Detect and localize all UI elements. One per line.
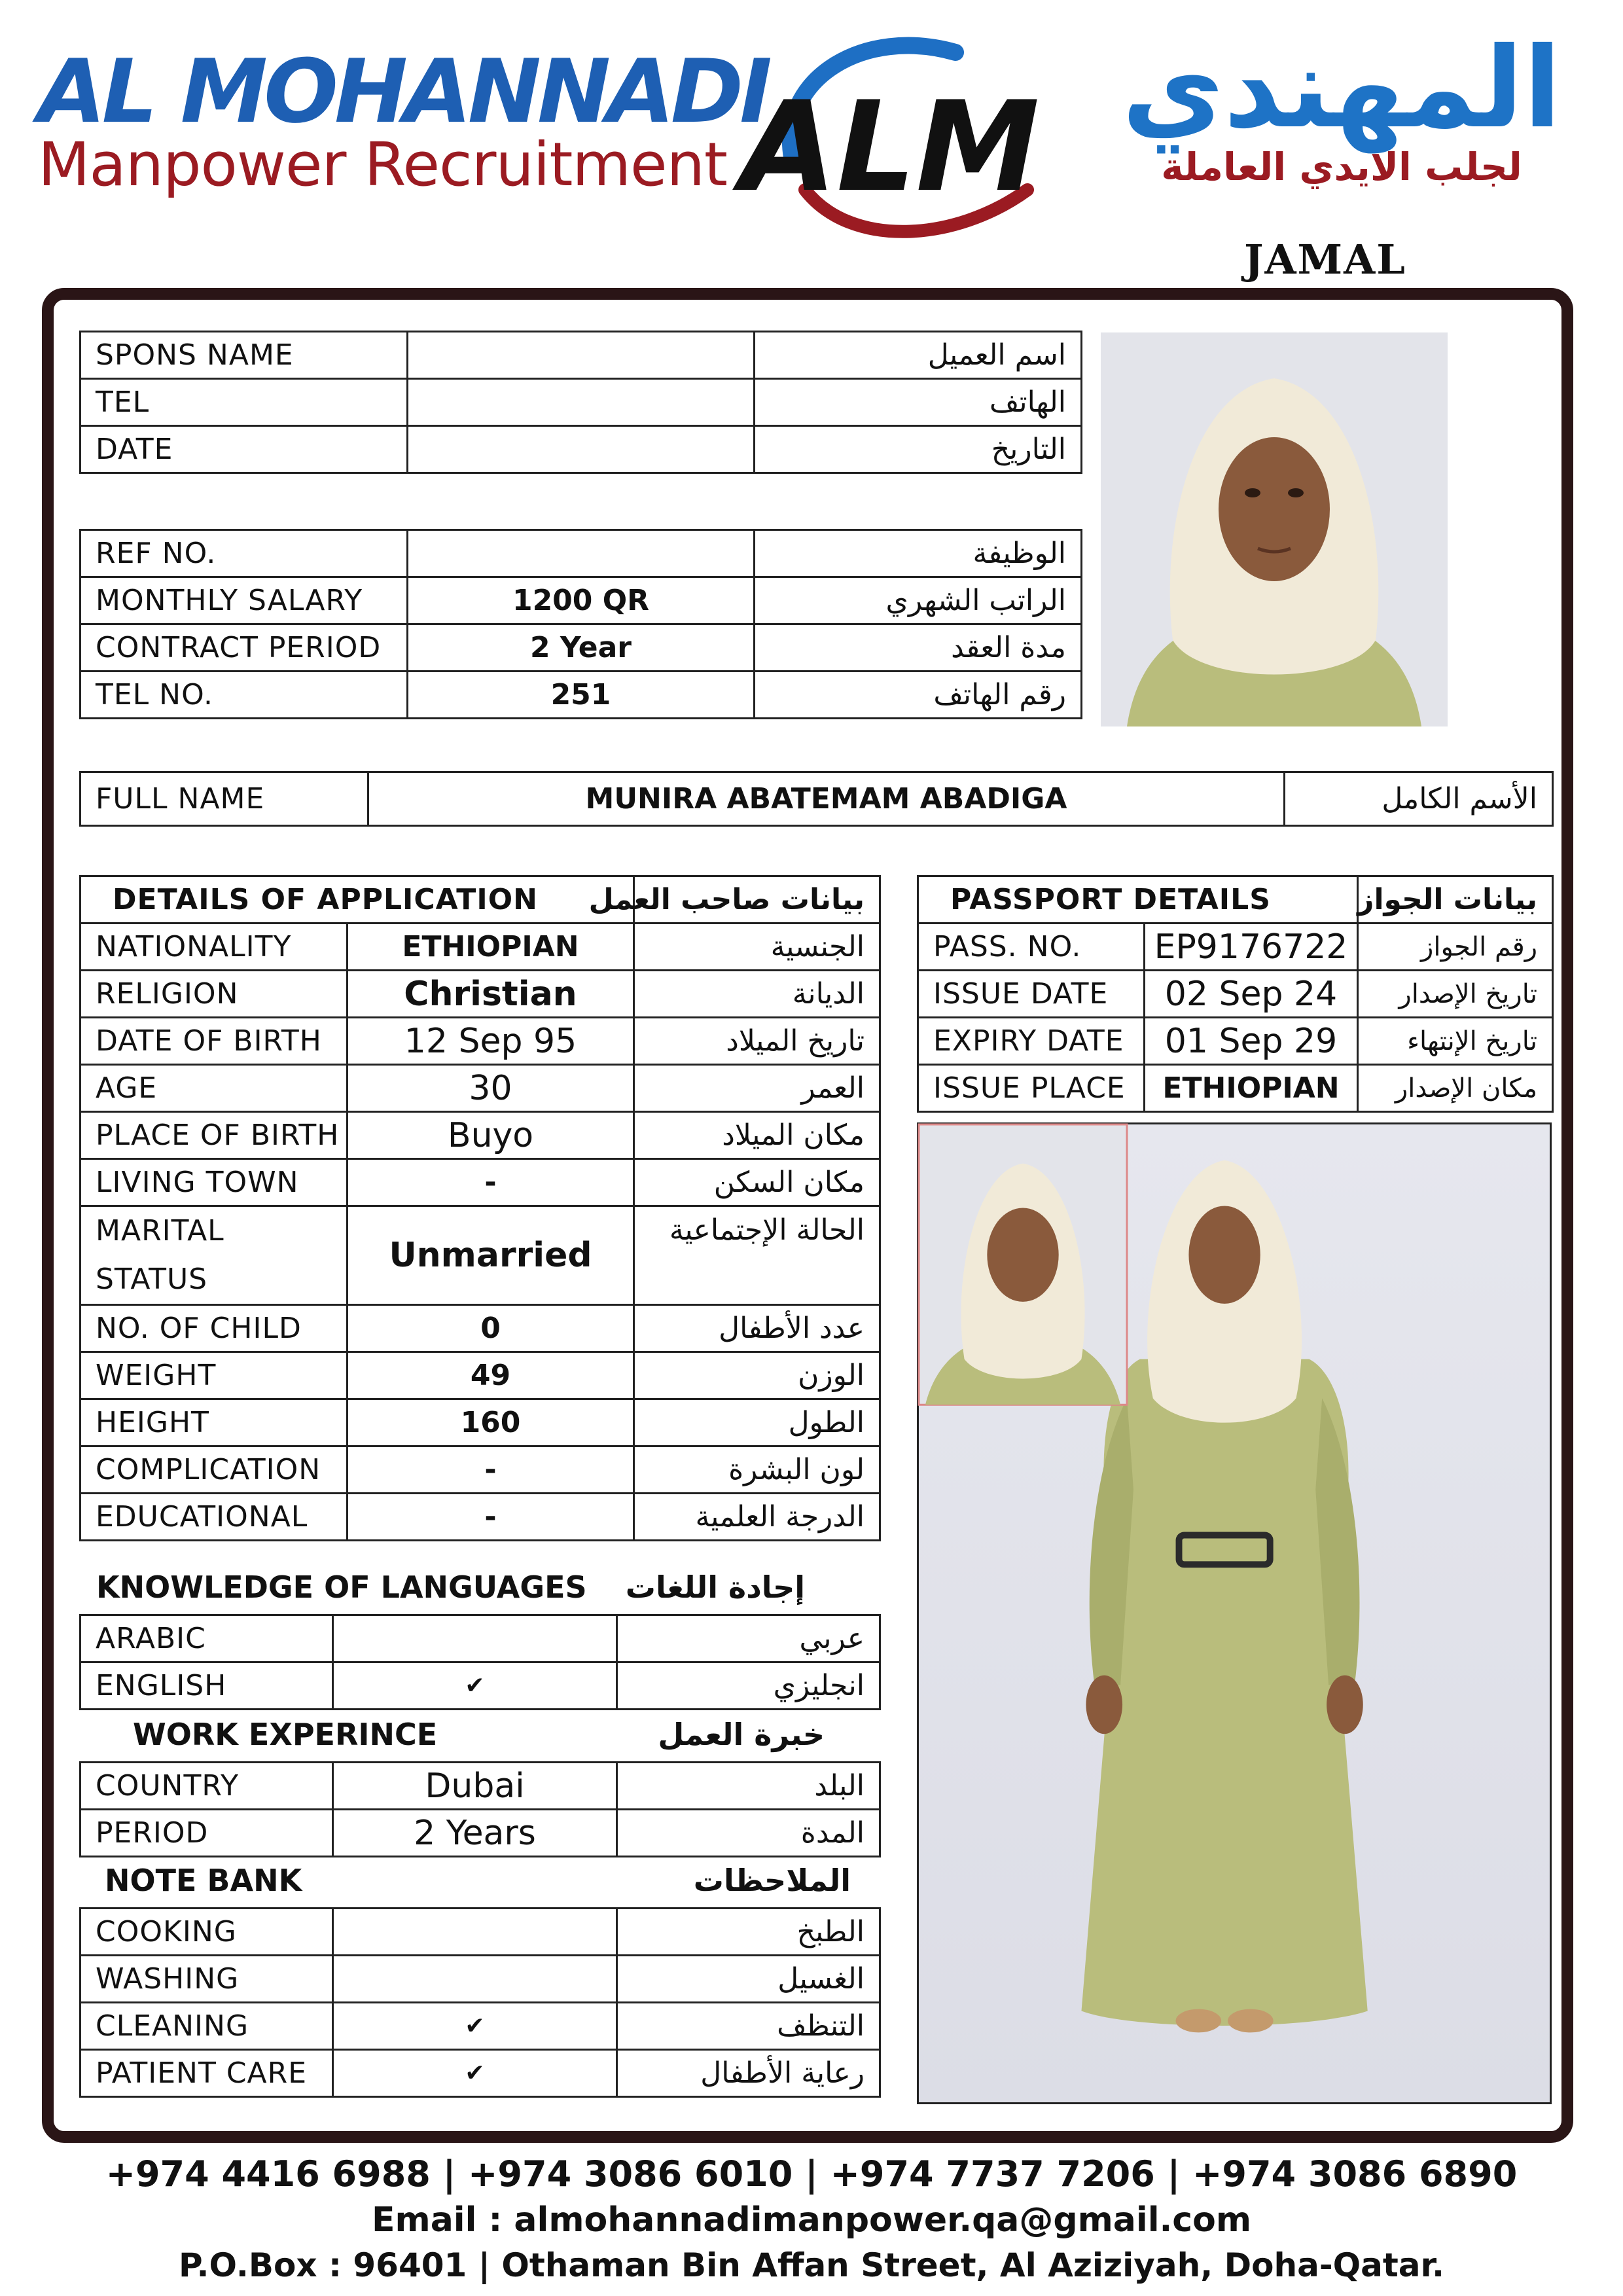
row-label: RELIGION xyxy=(80,971,348,1018)
work-title: WORK EXPERINCE xyxy=(133,1717,438,1752)
row-label-ar: العمر xyxy=(634,1065,880,1112)
table-row xyxy=(80,1662,880,1710)
row-label-ar: مكان الميلاد xyxy=(634,1112,880,1159)
cooking-check xyxy=(333,1909,617,1956)
row-label-ar: الغسيل xyxy=(617,1956,880,2003)
row-label-ar: الوزن xyxy=(634,1352,880,1399)
row-label-ar: تاريخ الإصدار xyxy=(1358,971,1553,1018)
table-row xyxy=(80,530,1082,577)
washing-check xyxy=(333,1956,617,2003)
table-row xyxy=(80,426,1082,473)
table-row xyxy=(80,1956,880,2003)
agent-name: JAMAL xyxy=(1244,236,1406,283)
row-label-ar: المدة xyxy=(617,1810,880,1857)
row-label-ar: تاريخ الإنتهاء xyxy=(1358,1018,1553,1065)
table-row xyxy=(80,577,1082,624)
table-row xyxy=(80,772,1553,826)
table-row xyxy=(80,2050,880,2097)
row-label-ar: الحالة الإجتماعية xyxy=(634,1206,880,1305)
table-row xyxy=(80,1065,880,1112)
table-row xyxy=(918,971,1553,1018)
brand-tagline: Manpower Recruitment xyxy=(38,130,728,200)
row-label-ar: الجنسية xyxy=(634,924,880,971)
expiry-date-value: 01 Sep 29 xyxy=(1145,1018,1358,1065)
row-label: CLEANING xyxy=(80,2003,333,2050)
application-table xyxy=(79,875,881,1541)
row-label-ar: اسم العميل xyxy=(755,332,1082,379)
portrait-photo xyxy=(1101,332,1448,726)
table-row xyxy=(80,672,1082,719)
row-label: CONTRACT PERIOD xyxy=(80,624,408,672)
row-label: MONTHLY SALARY xyxy=(80,577,408,624)
weight-value: 49 xyxy=(348,1352,634,1399)
row-label: EDUCATIONAL xyxy=(80,1494,348,1541)
row-label: ISSUE PLACE xyxy=(918,1065,1145,1112)
row-label-ar: الهاتف xyxy=(755,379,1082,426)
table-row xyxy=(80,1305,880,1352)
table-row xyxy=(80,624,1082,672)
notes-title-ar: الملاحظات xyxy=(693,1863,851,1898)
row-label: LIVING TOWN xyxy=(80,1159,348,1206)
row-label-ar: رقم الجواز xyxy=(1358,924,1553,971)
work-period-value: 2 Years xyxy=(333,1810,617,1857)
cleaning-check: ✔ xyxy=(333,2003,617,2050)
table-row xyxy=(918,924,1553,971)
row-label: WEIGHT xyxy=(80,1352,348,1399)
issue-place-value: ETHIOPIAN xyxy=(1145,1065,1358,1112)
sponsor-name-field xyxy=(408,332,755,379)
application-title: DETAILS OF APPLICATION xyxy=(80,876,634,924)
languages-title-ar: إجادة اللغات xyxy=(625,1570,805,1605)
sponsor-date-field xyxy=(408,426,755,473)
english-check: ✔ xyxy=(333,1662,617,1710)
place-of-birth-value: Buyo xyxy=(348,1112,634,1159)
row-label: ISSUE DATE xyxy=(918,971,1145,1018)
table-row xyxy=(80,1159,880,1206)
table-row xyxy=(80,876,880,924)
row-label: NATIONALITY xyxy=(80,924,348,971)
row-label: AGE xyxy=(80,1065,348,1112)
passport-table xyxy=(917,875,1554,1113)
notes-table xyxy=(79,1907,881,2098)
notes-title: NOTE BANK xyxy=(105,1863,302,1898)
footer-phones: +974 4416 6988 | +974 3086 6010 | +974 7737 7206 | +974 3086 6890 xyxy=(105,2153,1518,2195)
table-row xyxy=(80,971,880,1018)
arabic-check xyxy=(333,1615,617,1662)
living-town-value: - xyxy=(348,1159,634,1206)
work-country-value: Dubai xyxy=(333,1763,617,1810)
row-label: PLACE OF BIRTH xyxy=(80,1112,348,1159)
row-label: PATIENT CARE xyxy=(80,2050,333,2097)
contract-period-value: 2 Year xyxy=(408,624,755,672)
row-label: PASS. NO. xyxy=(918,924,1145,971)
table-row xyxy=(80,1615,880,1662)
row-label-ar: التنظف xyxy=(617,2003,880,2050)
row-label-ar: الدرجة العلمية xyxy=(634,1494,880,1541)
age-value: 30 xyxy=(348,1065,634,1112)
full-name-label-ar: الأسم الكامل xyxy=(1285,772,1553,826)
table-row xyxy=(80,1494,880,1541)
row-label: SPONS NAME xyxy=(80,332,408,379)
ref-no-value xyxy=(408,530,755,577)
job-table xyxy=(79,529,1082,719)
table-row xyxy=(80,1112,880,1159)
sponsor-table xyxy=(79,331,1082,474)
work-table xyxy=(79,1761,881,1857)
footer-email: Email : almohannadimanpower.qa@gmail.com xyxy=(371,2200,1252,2240)
row-label-ar: الطبخ xyxy=(617,1909,880,1956)
row-label: EXPIRY DATE xyxy=(918,1018,1145,1065)
table-row xyxy=(80,1352,880,1399)
row-label: REF NO. xyxy=(80,530,408,577)
row-label: WASHING xyxy=(80,1956,333,2003)
table-row xyxy=(80,2003,880,2050)
table-row xyxy=(80,1206,880,1305)
languages-table xyxy=(79,1614,881,1710)
table-row xyxy=(80,1446,880,1494)
table-row xyxy=(918,1065,1553,1112)
tel-no-value: 251 xyxy=(408,672,755,719)
row-label: HEIGHT xyxy=(80,1399,348,1446)
alm-logo-text: ALM xyxy=(740,75,1040,219)
table-row xyxy=(918,1018,1553,1065)
row-label: COMPLICATION xyxy=(80,1446,348,1494)
languages-title: KNOWLEDGE OF LANGUAGES xyxy=(96,1570,587,1605)
row-label: DATE OF BIRTH xyxy=(80,1018,348,1065)
application-title-ar: بيانات صاحب العمل xyxy=(634,876,880,924)
row-label: PERIOD xyxy=(80,1810,333,1857)
row-label-ar: انجليزي xyxy=(617,1662,880,1710)
row-label-ar: مكان السكن xyxy=(634,1159,880,1206)
row-label: MARITAL STATUS xyxy=(80,1206,348,1305)
row-label-ar: عدد الأطفال xyxy=(634,1305,880,1352)
row-label-ar: رعاية الأطفال xyxy=(617,2050,880,2097)
religion-value: Christian xyxy=(348,971,634,1018)
brand-name: AL MOHANNADI xyxy=(38,41,768,143)
row-label-ar: عربي xyxy=(617,1615,880,1662)
passport-title-ar: بيانات الجواز xyxy=(1358,876,1553,924)
table-row xyxy=(80,924,880,971)
full-body-photo xyxy=(917,1122,1552,2104)
row-label: TEL NO. xyxy=(80,672,408,719)
row-label: DATE xyxy=(80,426,408,473)
row-label: ARABIC xyxy=(80,1615,333,1662)
full-name-label: FULL NAME xyxy=(80,772,368,826)
row-label-ar: مدة العقد xyxy=(755,624,1082,672)
row-label: COOKING xyxy=(80,1909,333,1956)
footer-address: P.O.Box : 96401 | Othaman Bin Affan Street, Al Aziziyah, Doha-Qatar. xyxy=(179,2246,1444,2284)
row-label-ar: الراتب الشهري xyxy=(755,577,1082,624)
brand-tagline-ar: لجلب الايدي العاملة xyxy=(1161,145,1522,189)
full-name-value: MUNIRA ABATEMAM ABADIGA xyxy=(368,772,1285,826)
table-row xyxy=(80,1763,880,1810)
row-label-ar: الوظيفة xyxy=(755,530,1082,577)
table-row xyxy=(80,1909,880,1956)
row-label: TEL xyxy=(80,379,408,426)
row-label: NO. OF CHILD xyxy=(80,1305,348,1352)
children-value: 0 xyxy=(348,1305,634,1352)
row-label-ar: الطول xyxy=(634,1399,880,1446)
table-row xyxy=(918,876,1553,924)
row-label-ar: لون البشرة xyxy=(634,1446,880,1494)
table-row xyxy=(80,1810,880,1857)
dob-value: 12 Sep 95 xyxy=(348,1018,634,1065)
row-label: ENGLISH xyxy=(80,1662,333,1710)
brand-english xyxy=(38,41,768,200)
passport-title: PASSPORT DETAILS xyxy=(918,876,1358,924)
table-row xyxy=(80,379,1082,426)
marital-status-value: Unmarried xyxy=(348,1206,634,1305)
row-label-ar: رقم الهاتف xyxy=(755,672,1082,719)
patient-care-check: ✔ xyxy=(333,2050,617,2097)
row-label-ar: الديانة xyxy=(634,971,880,1018)
work-title-ar: خبرة العمل xyxy=(658,1717,825,1752)
row-label-ar: مكان الإصدار xyxy=(1358,1065,1553,1112)
brand-name-ar: المهندي xyxy=(1122,24,1561,153)
full-name-table xyxy=(79,771,1554,827)
sponsor-tel-field xyxy=(408,379,755,426)
table-row xyxy=(80,1018,880,1065)
row-label-ar: تاريخ الميلاد xyxy=(634,1018,880,1065)
row-label: COUNTRY xyxy=(80,1763,333,1810)
educational-value: - xyxy=(348,1494,634,1541)
row-label-ar: البلد xyxy=(617,1763,880,1810)
height-value: 160 xyxy=(348,1399,634,1446)
row-label-ar: التاريخ xyxy=(755,426,1082,473)
brand-arabic xyxy=(1073,26,1610,190)
alm-logo xyxy=(720,26,1060,262)
passport-number-value: EP9176722 xyxy=(1145,924,1358,971)
nationality-value: ETHIOPIAN xyxy=(348,924,634,971)
table-row xyxy=(80,332,1082,379)
issue-date-value: 02 Sep 24 xyxy=(1145,971,1358,1018)
complication-value: - xyxy=(348,1446,634,1494)
salary-value: 1200 QR xyxy=(408,577,755,624)
table-row xyxy=(80,1399,880,1446)
